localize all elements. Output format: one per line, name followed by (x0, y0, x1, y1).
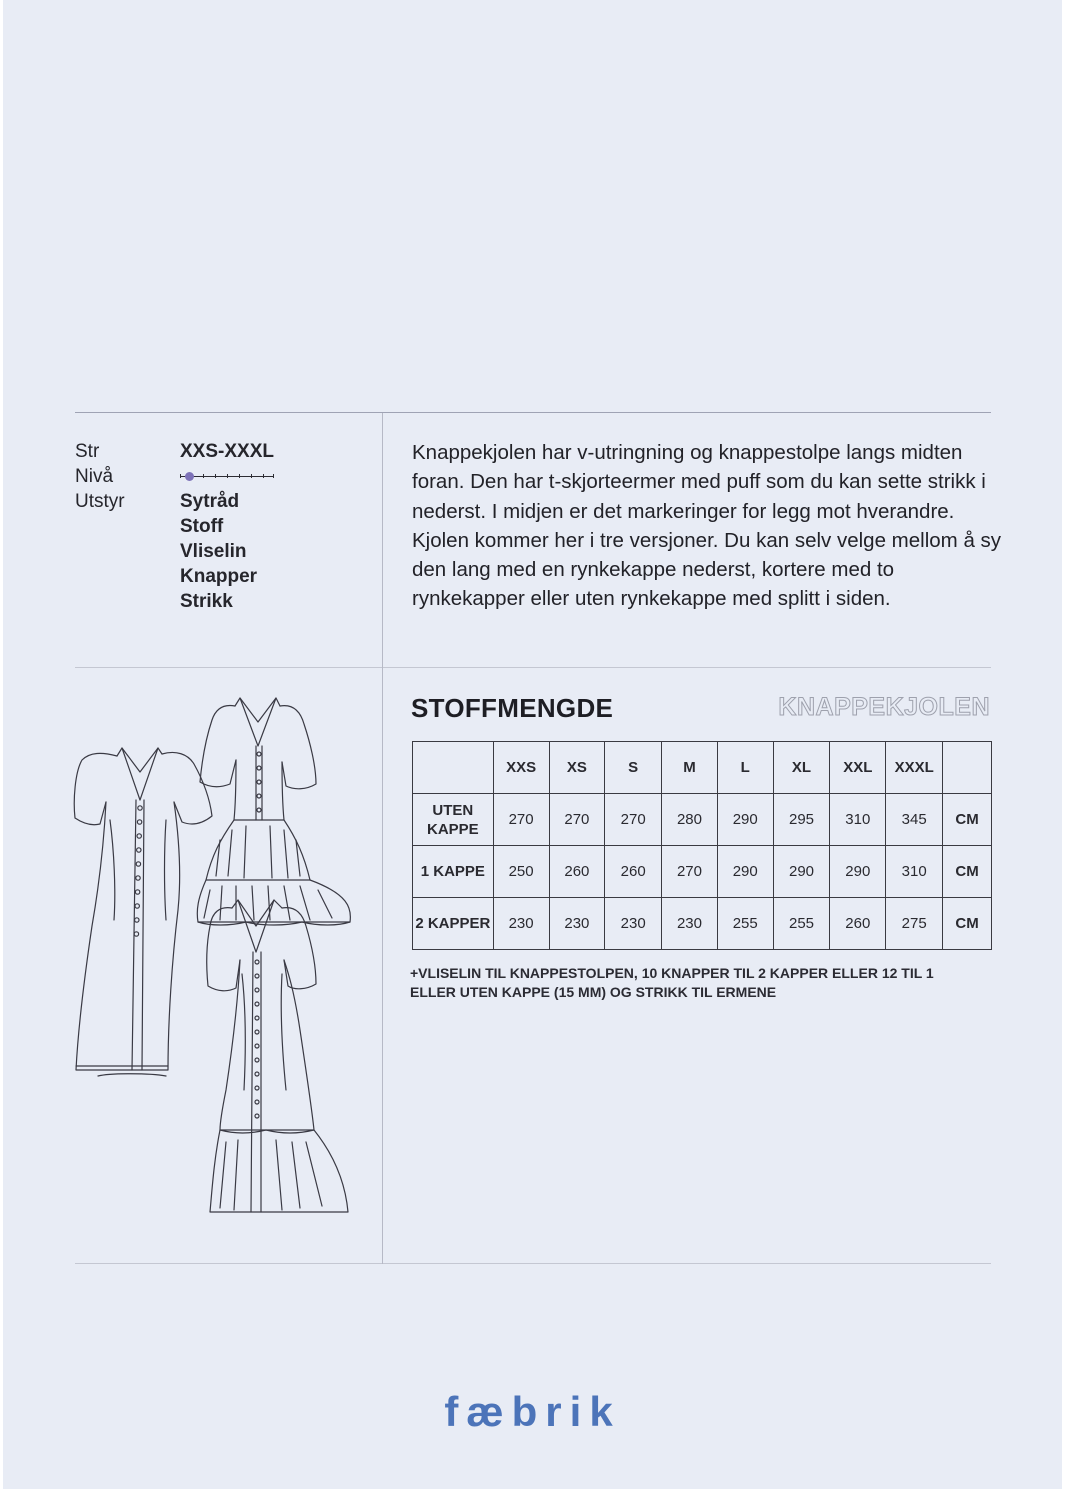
level-tick (227, 474, 228, 478)
dress-no-ruffle-illustration (74, 748, 212, 1076)
table-cell: 250 (493, 846, 549, 898)
size-header: XS (549, 742, 605, 794)
dress-one-ruffle-illustration (207, 900, 348, 1212)
unit-header-cell (943, 742, 992, 794)
table-cell: 290 (773, 846, 830, 898)
size-header: S (605, 742, 662, 794)
row-label: 2 KAPPER (413, 898, 494, 950)
table-row (413, 794, 992, 846)
table-row (413, 846, 992, 898)
table-cell: 290 (717, 794, 773, 846)
size-header: XXL (830, 742, 886, 794)
level-tick (263, 474, 264, 478)
table-cell: 255 (773, 898, 830, 950)
table-cell: 270 (605, 794, 662, 846)
equipment-item: Stoff (180, 516, 224, 537)
fabric-amount-table (412, 741, 992, 950)
table-cell: 230 (493, 898, 549, 950)
table-cell: 230 (605, 898, 662, 950)
size-header: XXS (493, 742, 549, 794)
middle-divider (75, 667, 991, 668)
column-divider (382, 413, 383, 1264)
equipment-item: Knapper (180, 566, 258, 587)
size-label: Str (75, 441, 100, 462)
equipment-label: Utstyr (75, 491, 125, 512)
fabric-note: +VLISELIN TIL KNAPPESTOLPEN, 10 KNAPPER TIL 2 KAPPER ELLER 12 TIL 1 ELLER UTEN KAPPE (15 MM) OG STRIKK TIL ERMENE (410, 965, 934, 1000)
table-cell: 310 (886, 846, 943, 898)
table-cell: 270 (662, 846, 718, 898)
dress-illustrations (70, 690, 360, 1220)
table-header-row (413, 742, 992, 794)
table-cell: 230 (662, 898, 718, 950)
size-header: L (717, 742, 773, 794)
level-tick (273, 474, 274, 478)
top-divider (75, 412, 991, 413)
equipment-item: Vliselin (180, 541, 247, 562)
equipment-item: Sytråd (180, 491, 240, 512)
table-cell: 310 (830, 794, 886, 846)
table-corner-cell (413, 742, 494, 794)
level-tick (215, 474, 216, 478)
size-value: XXS-XXXL (180, 441, 274, 462)
level-tick (180, 474, 181, 478)
unit-cell: CM (943, 794, 992, 846)
size-header: M (662, 742, 718, 794)
brand-logo: fæbrik (444, 1388, 621, 1435)
unit-cell: CM (943, 846, 992, 898)
table-cell: 260 (605, 846, 662, 898)
table-cell: 270 (549, 794, 605, 846)
level-label: Nivå (75, 466, 114, 487)
table-cell: 255 (717, 898, 773, 950)
row-label: 1 KAPPE (413, 846, 494, 898)
table-cell: 345 (886, 794, 943, 846)
table-cell: 270 (493, 794, 549, 846)
size-header: XXXL (886, 742, 943, 794)
row-label: UTEN KAPPE (413, 794, 494, 846)
level-tick (239, 474, 240, 478)
table-cell: 295 (773, 794, 830, 846)
table-cell: 230 (549, 898, 605, 950)
pattern-description: Knappekjolen har v-utringning og knappestolpe langs midten foran. Den har t-skjorteermer med puff som du kan sette strikk i nederst. I midjen er det markeringer for legg mot hverandre. Kjolen kommer her i tre versjoner. Du kan selv velge mellom å sy den lang med en rynkekappe nederst, kortere med to rynkekapper eller uten rynkekappe med splitt i siden. (412, 441, 1002, 611)
table-cell: 280 (662, 794, 718, 846)
table-cell: 290 (717, 846, 773, 898)
model-name: KNAPPEKJOLEN (778, 693, 990, 721)
size-header: XL (773, 742, 830, 794)
bottom-divider (75, 1263, 991, 1264)
level-marker (185, 472, 194, 481)
equipment-item: Strikk (180, 591, 233, 612)
level-tick (203, 474, 204, 478)
level-tick (251, 474, 252, 478)
table-row (413, 898, 992, 950)
dress-two-ruffles-illustration (197, 698, 350, 925)
table-cell: 260 (549, 846, 605, 898)
table-cell: 260 (830, 898, 886, 950)
table-cell: 275 (886, 898, 943, 950)
spec-list (75, 439, 375, 619)
table-cell: 290 (830, 846, 886, 898)
difficulty-level-indicator (180, 471, 274, 483)
fabric-amount-title: STOFFMENGDE (411, 693, 614, 723)
unit-cell: CM (943, 898, 992, 950)
